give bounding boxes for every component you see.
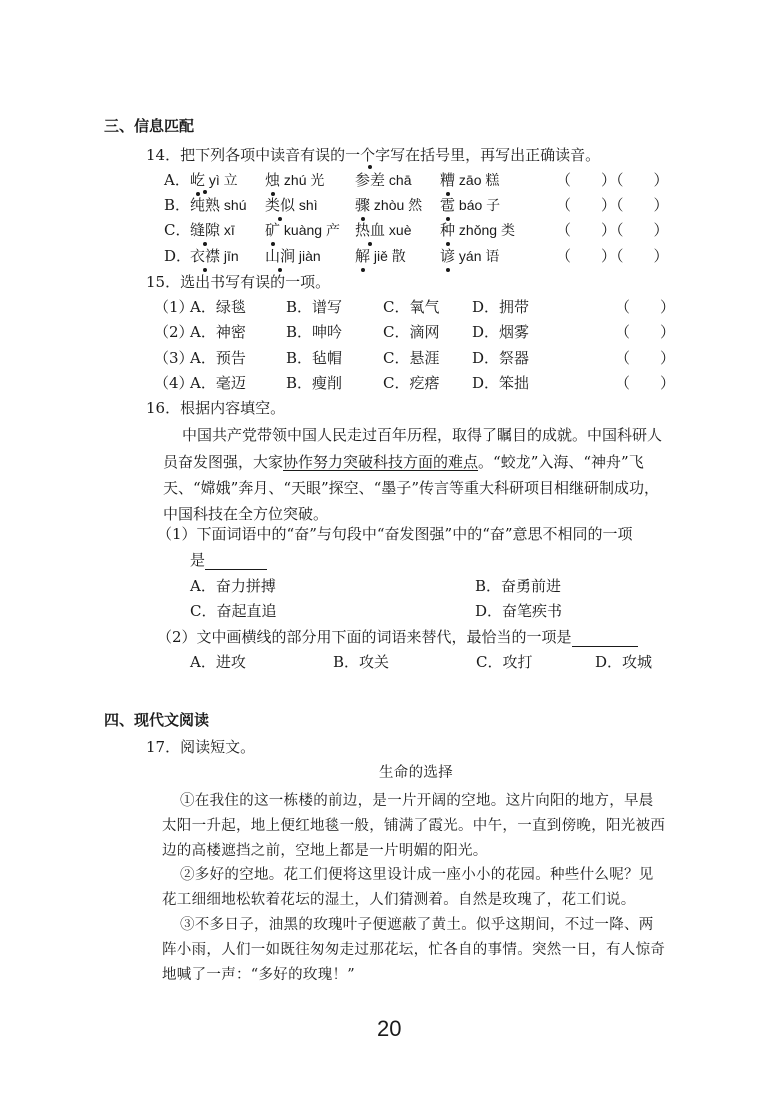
q16-paragraph-line-3: 天、“嫦娥”奔月、“天眼”探空、“墨子”传言等重大科研项目相继研制成功， — [163, 479, 660, 497]
q14-option-label: C． — [164, 221, 191, 239]
q14-item-pinyin: chā — [385, 172, 412, 188]
q14-option-label: A． — [164, 171, 190, 189]
q16-paragraph-line-2 — [163, 452, 644, 472]
q14-item-chars: 山涧 — [265, 247, 296, 265]
q15-a: A．毫迈 — [190, 374, 246, 392]
answer-parentheses[interactable]: （ ） — [615, 323, 676, 341]
q14-item — [355, 246, 406, 266]
q14-item-pinyin: shú — [220, 197, 247, 213]
story-line: ①在我住的这一栋楼的前边，是一片开阔的空地。这片向阳的地方，早晨 — [180, 793, 654, 809]
q16-para-text: 。“蛟龙”入海、“神舟”飞 — [478, 453, 644, 471]
q16-underlined-phrase: 协作努力突破科技方面的难点 — [283, 453, 479, 471]
q14-item-pinyin: zhǒng 类 — [455, 222, 515, 238]
answer-parentheses[interactable]: （ ） — [615, 374, 676, 392]
q14-item — [265, 246, 321, 266]
q14-item-chars: 类似 — [265, 196, 296, 214]
q14-item — [440, 170, 499, 190]
q14-item-pinyin: jiě 散 — [370, 248, 406, 264]
q14-item — [440, 220, 515, 240]
q15-num: （3） — [154, 349, 194, 367]
q15-d: D．烟雾 — [472, 323, 530, 341]
q15-num: （1） — [154, 298, 194, 316]
q14-item-pinyin: zhú 光 — [280, 172, 325, 188]
q14-item — [355, 220, 411, 240]
answer-parentheses[interactable]: （ ）（ ） — [556, 196, 669, 214]
story-line: 太阳一升起，地上便红地毯一般，铺满了霞光。中午，一直到傍晚，阳光被西 — [162, 818, 666, 834]
answer-parentheses[interactable]: （ ） — [615, 298, 676, 316]
q16-para-text: 员奋发图强，大家 — [163, 453, 284, 471]
q15-d: D．笨拙 — [472, 374, 530, 392]
page-number: 20 — [377, 1016, 402, 1041]
q14-item-chars: 衣襟 — [190, 247, 221, 265]
q14-item-chars: 缝隙 — [190, 221, 221, 239]
q14-item-pinyin: xī — [220, 222, 235, 238]
q14-item-pinyin: jiàn — [295, 248, 321, 264]
q14-item-pinyin: shì — [295, 197, 318, 213]
q14-item — [440, 195, 500, 215]
q15-stem: 15．选出书写有误的一项。 — [146, 273, 331, 291]
q14-option-label: B． — [164, 196, 191, 214]
q14-item-chars: 屹 — [190, 171, 206, 189]
q14-item-pinyin: xuè — [385, 222, 412, 238]
story-line: ②多好的空地。花工们便将这里设计成一座小小的花园。种些什么呢？见 — [180, 867, 654, 883]
q14-item-pinyin: kuàng 产 — [280, 222, 340, 238]
q14-item-chars: 热血 — [355, 221, 386, 239]
q16-sub1-option-b: B．奋勇前进 — [475, 577, 562, 595]
q15-c: C．疙瘩 — [383, 374, 440, 392]
q14-item — [190, 170, 238, 190]
story-title: 生命的选择 — [379, 765, 453, 781]
q14-item-chars: 雹 — [440, 196, 456, 214]
story-line: ③不多日子，油黑的玫瑰叶子便遮蔽了黄土。似乎这期间，不过一降、两 — [180, 917, 654, 933]
q14-item-chars: 糟 — [440, 171, 456, 189]
q16-paragraph-line-4: 中国科技在全方位突破。 — [163, 505, 329, 523]
q16-paragraph-line-1: 中国共产党带领中国人民走过百年历程，取得了瞩目的成就。中国科研人 — [182, 426, 663, 444]
q15-d: D．祭器 — [472, 349, 530, 367]
q16-stem: 16．根据内容填空。 — [146, 399, 286, 417]
q15-num: （2） — [154, 323, 194, 341]
q14-item-pinyin: yán 语 — [455, 248, 500, 264]
q15-num: （4） — [154, 374, 194, 392]
q15-a: A．绿毯 — [190, 298, 246, 316]
q14-item — [265, 195, 318, 215]
story-line: 地喊了一声：“多好的玫瑰！” — [162, 967, 356, 983]
q14-stem: 14．把下列各项中读音有误的一个字写在括号里，再写出正确读音。 — [146, 146, 601, 164]
answer-parentheses[interactable]: （ ） — [615, 349, 676, 367]
q16-sub1-stem: （1）下面词语中的“奋”与句段中“奋发图强”中的“奋”意思不相同的一项 — [157, 525, 633, 543]
q15-b: B．瘦削 — [286, 374, 343, 392]
q16-sub1-stem-cont — [190, 550, 267, 570]
q14-item-chars: 解 — [355, 247, 371, 265]
q14-item — [265, 220, 340, 240]
answer-parentheses[interactable]: （ ）（ ） — [556, 247, 669, 265]
q16-sub2-option-d: D．攻城 — [595, 653, 653, 671]
q16-sub1-text: 是 — [190, 551, 206, 569]
q14-item-chars: 参差 — [355, 171, 386, 189]
q14-item-chars: 矿 — [265, 221, 281, 239]
q15-b: B．毡帽 — [286, 349, 343, 367]
answer-blank[interactable] — [572, 630, 638, 647]
answer-blank[interactable] — [205, 553, 267, 570]
q14-item — [190, 195, 246, 215]
q14-item — [190, 246, 239, 266]
q14-item-pinyin: zāo 糕 — [455, 172, 500, 188]
story-line: 边的高楼遮挡之前，空地上都是一片明媚的阳光。 — [162, 843, 488, 859]
q14-item — [440, 246, 499, 266]
q16-sub1-option-c: C．奋起直追 — [190, 602, 277, 620]
q16-sub2-option-a: A．进攻 — [190, 653, 246, 671]
section-title-4: 四、现代文阅读 — [104, 711, 210, 729]
q17-stem: 17．阅读短文。 — [146, 738, 256, 756]
q14-item — [355, 195, 422, 215]
q14-item — [190, 220, 235, 240]
story-line: 阵小雨，人们一如既往匆匆走过那花坛，忙各自的事情。突然一日，有人惊奇 — [162, 942, 666, 958]
answer-parentheses[interactable]: （ ）（ ） — [556, 171, 669, 189]
q14-item-chars: 烛 — [265, 171, 281, 189]
q15-d: D．拥带 — [472, 298, 530, 316]
answer-parentheses[interactable]: （ ）（ ） — [556, 221, 669, 239]
q14-item-pinyin: jīn — [220, 248, 239, 264]
q14-item-chars: 纯熟 — [190, 196, 221, 214]
q14-item — [265, 170, 324, 190]
q15-c: C．滴网 — [383, 323, 440, 341]
q16-sub2-option-b: B．攻关 — [333, 653, 390, 671]
q15-b: B．谱写 — [286, 298, 343, 316]
q16-sub1-option-d: D．奋笔疾书 — [475, 602, 563, 620]
q16-sub2-stem — [157, 627, 638, 647]
q14-item-pinyin: zhòu 然 — [370, 197, 423, 213]
q16-sub1-option-a: A．奋力拼搏 — [190, 577, 276, 595]
q15-c: C．悬涯 — [383, 349, 440, 367]
q15-a: A．预告 — [190, 349, 246, 367]
q16-sub2-text: （2）文中画横线的部分用下面的词语来替代，最恰当的一项是 — [157, 628, 572, 646]
q14-item-pinyin: báo 子 — [455, 197, 501, 213]
q14-item-chars: 谚 — [440, 247, 456, 265]
section-title-3: 三、信息匹配 — [104, 117, 195, 135]
q16-sub2-option-c: C．攻打 — [476, 653, 533, 671]
q14-item-pinyin: yì 立 — [205, 172, 238, 188]
q15-c: C．氧气 — [383, 298, 440, 316]
q14-option-label: D． — [164, 247, 192, 265]
q15-a: A．神密 — [190, 323, 246, 341]
q15-b: B．呻吟 — [286, 323, 343, 341]
q14-item-chars: 骤 — [355, 196, 371, 214]
q14-item — [355, 170, 411, 190]
story-line: 花工细细地松软着花坛的湿土，人们猜测着。自然是玫瑰了，花工们说。 — [162, 892, 636, 908]
q14-item-chars: 种 — [440, 221, 456, 239]
